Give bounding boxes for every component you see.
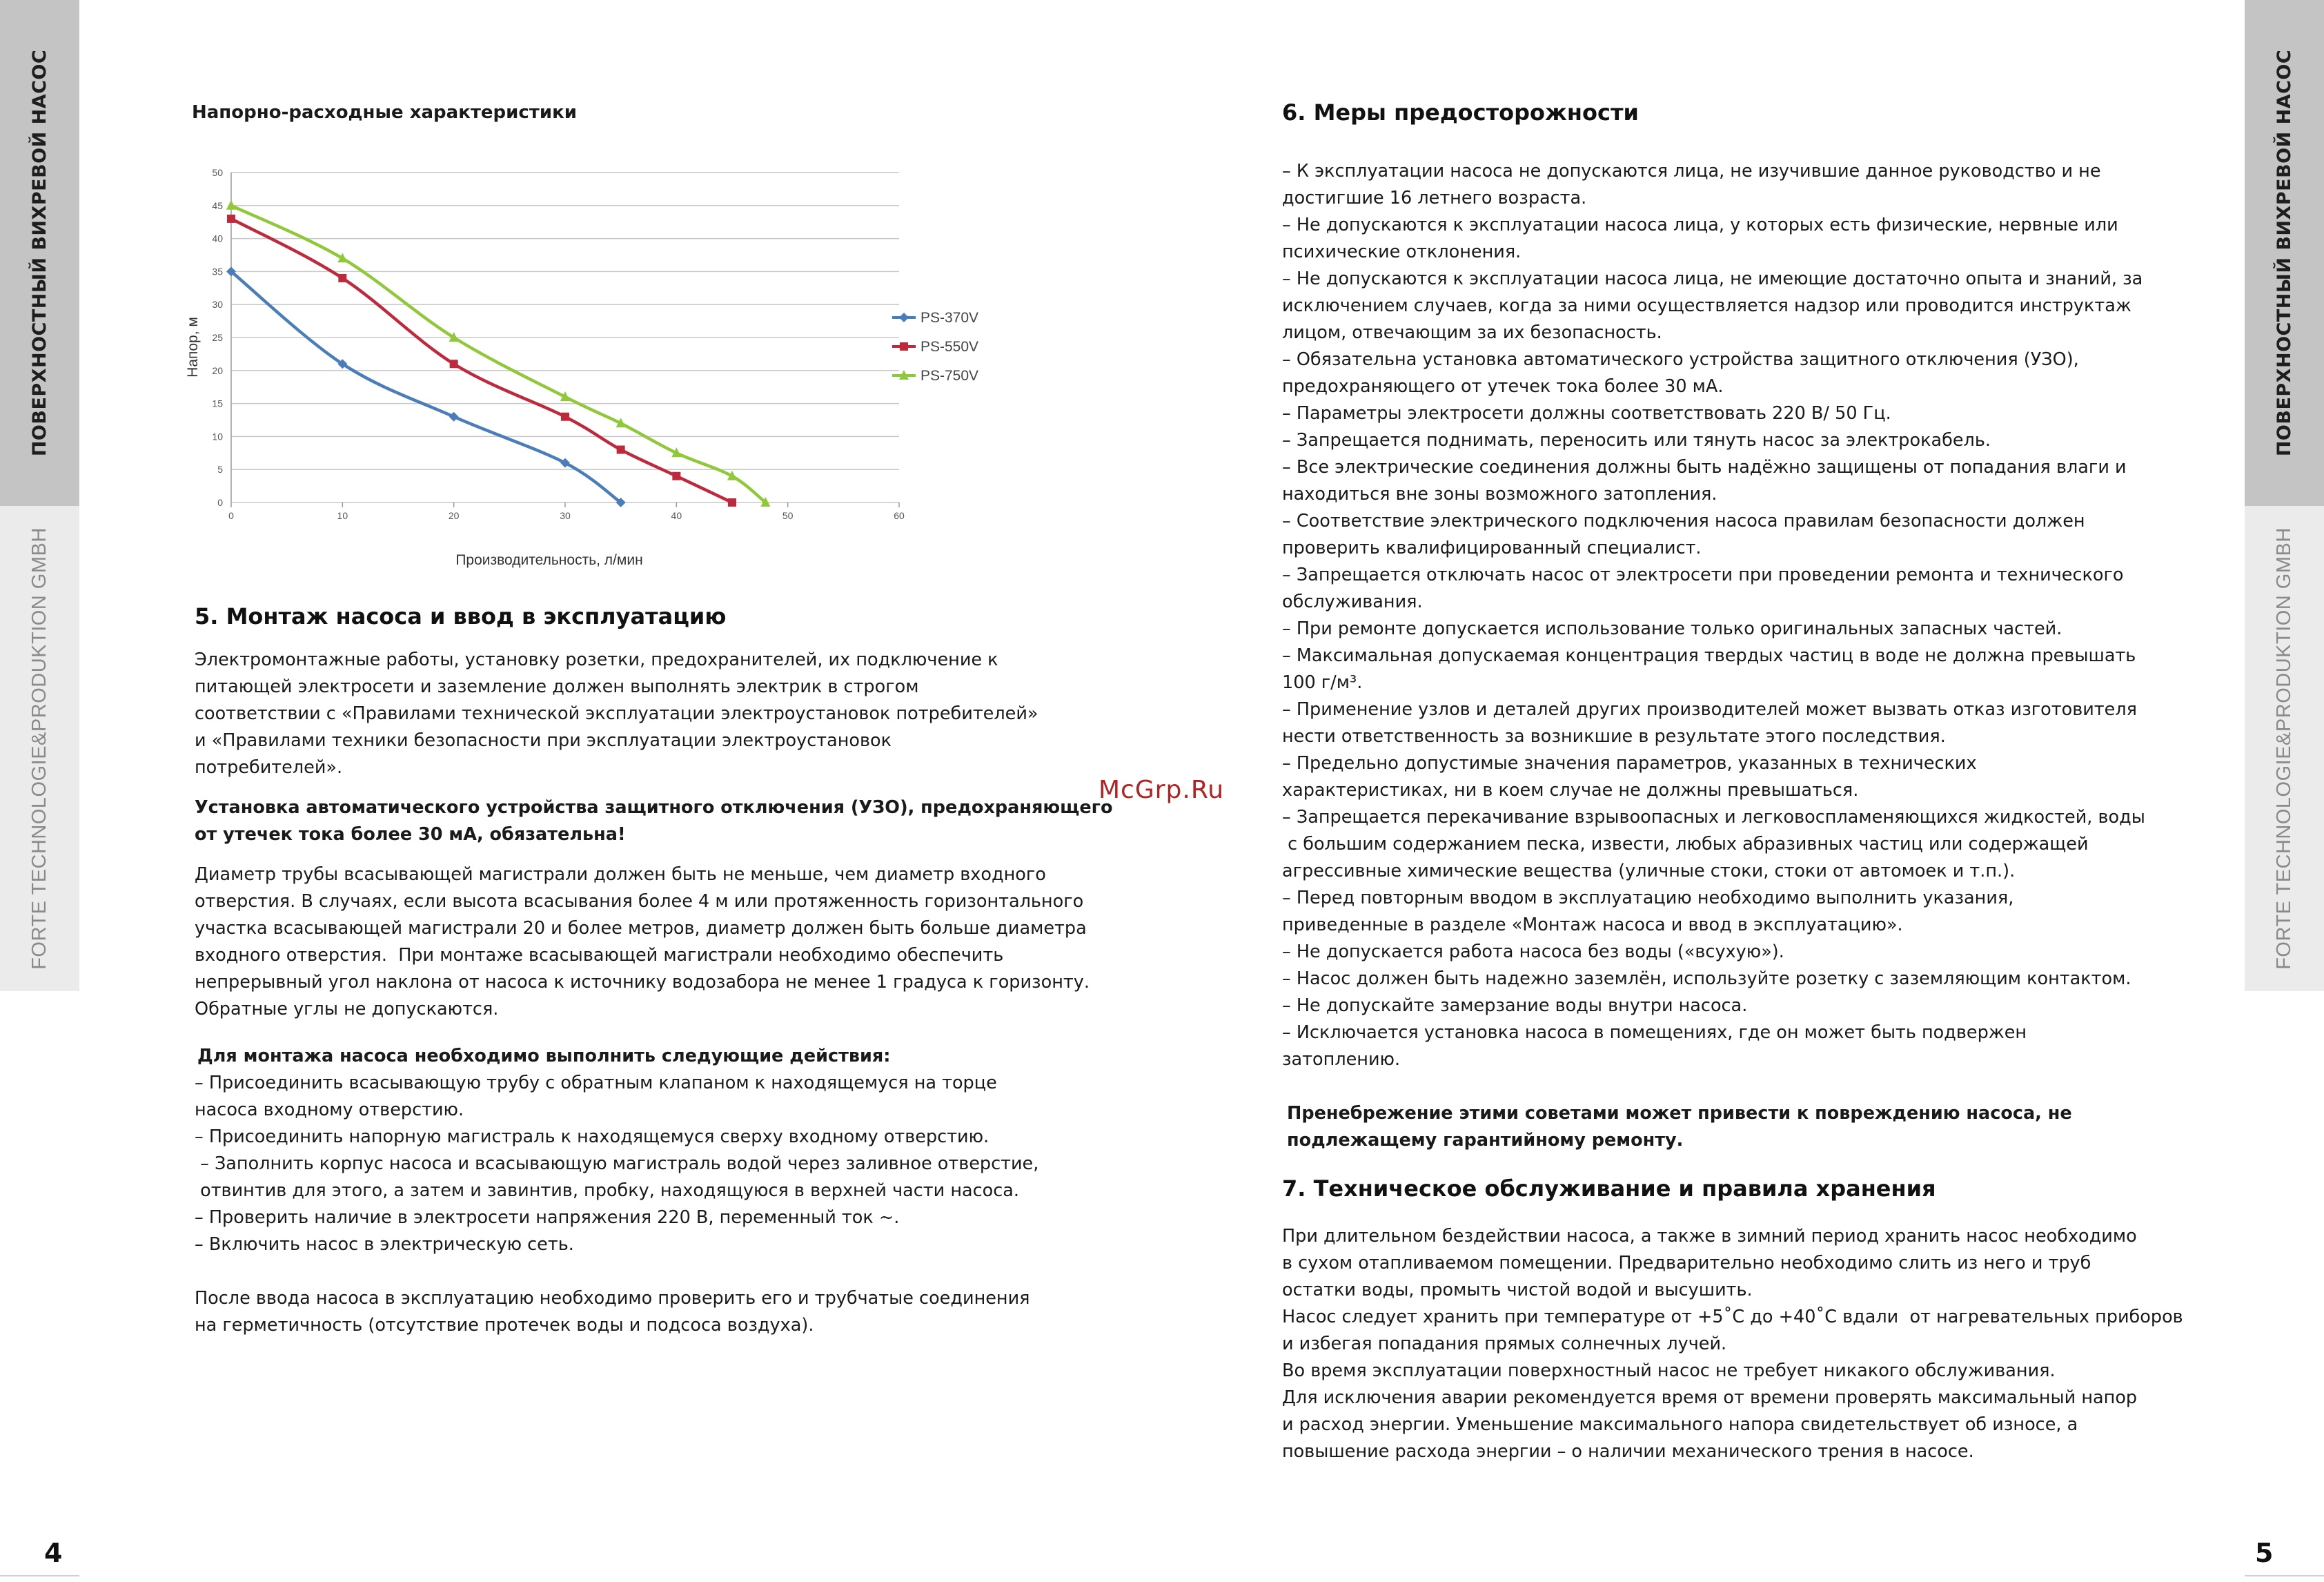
left-column (195, 603, 1126, 1339)
action-item: – Присоединить всасывающую трубу с обратным клапаном к находящемуся на торце (195, 1073, 997, 1093)
chart-x-axis-label: Производительность, л/мин (455, 552, 643, 568)
legend-marker (900, 342, 908, 351)
chart-y-axis-label: Напор, м (185, 317, 201, 378)
precaution-item: – Не допускайте замерзание воды внутри насоса. (1282, 995, 1748, 1016)
text-line: подлежащему гарантийному ремонту. (1287, 1130, 1684, 1151)
right-column (1282, 99, 2214, 1465)
precaution-item: – Применение узлов и деталей других производителей может вызвать отказ изготовителя (1282, 699, 2137, 720)
data-point (672, 472, 680, 480)
maintenance-text (1282, 1223, 2214, 1465)
section7-title: 7. Техническое обслуживание и правила хранения (1282, 1175, 1936, 1202)
watermark: McGrp.Ru (1099, 776, 1225, 804)
page-number-left: 4 (44, 1538, 63, 1568)
precaution-item: проверить квалифицированный специалист. (1282, 538, 1702, 558)
precaution-item: – К эксплуатации насоса не допускаются лица, не изучившие данное руководство и не (1282, 161, 2101, 182)
text-line: и избегая попадания прямых солнечных лучей. (1282, 1334, 1727, 1354)
neglect-warning (1287, 1100, 2214, 1154)
precaution-item: достигшие 16 летнего возраста. (1282, 188, 1587, 208)
y-tick-label: 0 (217, 497, 223, 508)
text-line: в сухом отапливаемом помещении. Предварительно необходимо слить из него и труб (1282, 1253, 2091, 1273)
text-line: Электромонтажные работы, установку розетки, предохранителей, их подключение к (195, 650, 998, 670)
text-line: При длительном бездействии насоса, а также в зимний период хранить насос необходимо (1282, 1226, 2137, 1247)
precaution-item: – Предельно допустимые значения параметров, указанных в технических (1282, 753, 1977, 774)
precaution-item: затоплению. (1282, 1049, 1401, 1070)
legend-item (892, 339, 978, 355)
text-line: Пренебрежение этими советами может привести к повреждению насоса, не (1287, 1103, 2072, 1124)
text-line: повышение расхода энергии – о наличии механического трения в насосе. (1282, 1441, 1974, 1462)
data-point (226, 200, 236, 210)
legend-item (892, 310, 978, 326)
precaution-item: нести ответственность за возникшие в результате этого последствия. (1282, 726, 1946, 747)
y-tick-label: 20 (212, 364, 223, 376)
pipe-diameter-text (195, 861, 1126, 1023)
precaution-item: – Параметры электросети должны соответствовать 220 В/ 50 Гц. (1282, 403, 1891, 424)
precaution-item: – При ремонте допускается использование только оригинальных запасных частей. (1282, 618, 2062, 639)
after-install-text (195, 1285, 1126, 1339)
precaution-item: приведенные в разделе «Монтаж насоса и ввод в эксплуатацию». (1282, 915, 1903, 935)
precaution-item: – Максимальная допускаемая концентрация твердых частиц в воде не должна превышать (1282, 645, 2136, 666)
text-line: отверстия. В случаях, если высота всасывания более 4 м или протяженность горизонтального (195, 891, 1084, 912)
precaution-item: – Обязательна установка автоматического устройства защитного отключения (УЗО), (1282, 349, 2079, 370)
precaution-item: предохраняющего от утечек тока более 30 мА. (1282, 376, 1724, 397)
series-ps-750v (226, 200, 770, 507)
y-tick-label: 50 (212, 167, 223, 178)
series-line (231, 219, 732, 502)
text-line: от утечек тока более 30 мА, обязательна! (195, 824, 626, 845)
section6-title: 6. Меры предосторожности (1282, 99, 1639, 126)
x-tick-label: 50 (782, 510, 794, 521)
y-tick-label: 5 (217, 464, 223, 476)
x-tick-label: 10 (337, 510, 348, 521)
precaution-item: исключением случаев, когда за ними осуществляется надзор или проводится инструктаж (1282, 295, 2131, 316)
precaution-item: психические отклонения. (1282, 242, 1522, 262)
precaution-item: – Не допускаются к эксплуатации насоса лица, не имеющие достаточно опыта и знаний, за (1282, 268, 2143, 289)
data-point (227, 215, 235, 223)
data-point (617, 446, 625, 454)
y-tick-label: 25 (212, 332, 223, 343)
precaution-item: – Не допускаются к эксплуатации насоса лица, у которых есть физические, нервные или (1282, 215, 2118, 235)
text-line: Установка автоматического устройства защитного отключения (УЗО), предохраняющего (195, 797, 1113, 818)
action-item: отвинтив для этого, а затем и завинтив, пробку, находящуюся в верхней части насоса. (195, 1180, 1020, 1201)
series-ps-370v (226, 266, 626, 507)
data-point (561, 413, 569, 421)
series-line (231, 206, 765, 502)
text-line: потребителей». (195, 757, 343, 778)
text-line: непрерывный угол наклона от насоса к источнику водозабора не менее 1 градуса к горизонту. (195, 972, 1090, 993)
text-line: соответствии с «Правилами технической эксплуатации электроустановок потребителей» (195, 703, 1038, 724)
precaution-item: – Перед повторным вводом в эксплуатацию необходимо выполнить указания, (1282, 888, 2014, 908)
y-tick-label: 10 (212, 431, 223, 442)
text-line: и расход энергии. Уменьшение максимального напора свидетельствует об износе, а (1282, 1414, 2078, 1435)
precaution-item: – Исключается установка насоса в помещениях, где он может быть подвержен (1282, 1022, 2027, 1043)
action-item: – Проверить наличие в электросети напряжения 220 В, переменный ток ~. (195, 1207, 900, 1228)
y-tick-label: 40 (212, 233, 223, 244)
y-tick-label: 35 (212, 266, 223, 277)
precaution-item: 100 г/м³. (1282, 672, 1363, 693)
text-line: Насос следует хранить при температуре от +5˚С до +40˚С вдали от нагревательных приборов (1282, 1307, 2183, 1327)
data-point (450, 360, 458, 368)
action-item: – Заполнить корпус насоса и всасывающую магистраль водой через заливное отверстие, (195, 1153, 1039, 1174)
data-point (449, 412, 459, 422)
installation-actions (195, 1070, 1126, 1258)
precaution-item: характеристиках, ни в коем случае не должны превышаться. (1282, 780, 1859, 801)
precautions-list (1282, 158, 2214, 1073)
data-point (728, 498, 736, 507)
precaution-item: – Соответствие электрического подключения насоса правилам безопасности должен (1282, 511, 2085, 531)
x-tick-label: 0 (228, 510, 234, 521)
precaution-item: находиться вне зоны возможного затопления. (1282, 484, 1717, 505)
precaution-item: – Запрещается отключать насос от электросети при проведении ремонта и технического (1282, 565, 2124, 585)
action-item: насоса входному отверстию. (195, 1100, 464, 1120)
legend-item (892, 368, 978, 384)
series-line (231, 271, 621, 502)
actions-title: Для монтажа насоса необходимо выполнить следующие действия: (197, 1046, 891, 1066)
action-item: – Присоединить напорную магистраль к находящемуся сверху входному отверстию. (195, 1126, 989, 1147)
vertical-company-left: FORTE TECHNOLOGIE&PRODUKTION GMBH (28, 527, 51, 970)
page-number-right: 5 (2255, 1538, 2274, 1568)
series-ps-550v (227, 215, 736, 507)
uzo-warning (195, 794, 1126, 848)
precaution-item: – Запрещается поднимать, переносить или тянуть насос за электрокабель. (1282, 430, 1991, 451)
legend-label: PS-750V (920, 368, 979, 384)
text-line: После ввода насоса в эксплуатацию необходимо проверить его и трубчатые соединения (195, 1288, 1030, 1309)
precaution-item: – Все электрические соединения должны быть надёжно защищены от попадания влаги и (1282, 457, 2127, 478)
text-line: и «Правилами техники безопасности при эксплуатации электроустановок (195, 730, 892, 751)
page-number-line-right (2245, 1575, 2324, 1576)
precaution-item: – Насос должен быть надежно заземлён, используйте розетку с заземляющим контактом. (1282, 968, 2131, 989)
precaution-item: с большим содержанием песка, извести, любых абразивных частиц или содержащей (1282, 834, 2089, 855)
text-line: Диаметр трубы всасывающей магистрали должен быть не меньше, чем диаметр входного (195, 864, 1046, 885)
x-tick-label: 20 (448, 510, 460, 521)
text-line: питающей электросети и заземление должен выполнять электрик в строгом (195, 676, 919, 697)
data-point (338, 274, 346, 282)
section5-title: 5. Монтаж насоса и ввод в эксплуатацию (195, 603, 727, 629)
x-tick-label: 30 (560, 510, 571, 521)
x-tick-label: 40 (671, 510, 682, 521)
precaution-item: – Запрещается перекачивание взрывоопасных и легковоспламеняющихся жидкостей, воды (1282, 807, 2145, 828)
legend-marker (899, 313, 909, 322)
y-tick-label: 45 (212, 199, 223, 211)
vertical-company-right: FORTE TECHNOLOGIE&PRODUKTION GMBH (2273, 527, 2296, 970)
legend-label: PS-370V (920, 310, 979, 326)
precaution-item: лицом, отвечающим за их безопасность. (1282, 322, 1662, 343)
text-line: входного отверстия. При монтаже всасывающей магистрали необходимо обеспечить (195, 945, 1004, 966)
precaution-item: обслуживания. (1282, 592, 1423, 612)
chart-title: Напорно-расходные характеристики (192, 102, 577, 123)
text-line: Во время эксплуатации поверхностный насос не требует никакого обслуживания. (1282, 1360, 2056, 1381)
text-line: на герметичность (отсутствие протечек воды и подсоса воздуха). (195, 1315, 814, 1336)
text-line: Обратные углы не допускаются. (195, 999, 499, 1019)
precaution-item: агрессивные химические вещества (уличные стоки, стоки от автомоек и т.п.). (1282, 861, 2016, 881)
action-item: – Включить насос в электрическую сеть. (195, 1234, 574, 1255)
legend-label: PS-550V (920, 339, 979, 355)
y-tick-label: 30 (212, 299, 223, 311)
precaution-item: – Не допускается работа насоса без воды («всухую»). (1282, 941, 1784, 962)
text-line: участка всасывающей магистрали 20 и более метров, диаметр должен быть больше диаметра (195, 918, 1087, 939)
text-line: Для исключения аварии рекомендуется время от времени проверять максимальный напор (1282, 1387, 2138, 1408)
head-flow-chart (173, 155, 1001, 576)
vertical-title-left: ПОВЕРХНОСТНЫЙ ВИХРЕВОЙ НАСОС (29, 49, 51, 457)
page-number-line-left (0, 1575, 79, 1576)
x-tick-label: 60 (894, 510, 905, 521)
vertical-title-right: ПОВЕРХНОСТНЫЙ ВИХРЕВОЙ НАСОС (2274, 49, 2296, 457)
section5-intro (195, 647, 1126, 781)
y-tick-label: 15 (212, 398, 223, 409)
text-line: остатки воды, промыть чистой водой и высушить. (1282, 1280, 1753, 1300)
